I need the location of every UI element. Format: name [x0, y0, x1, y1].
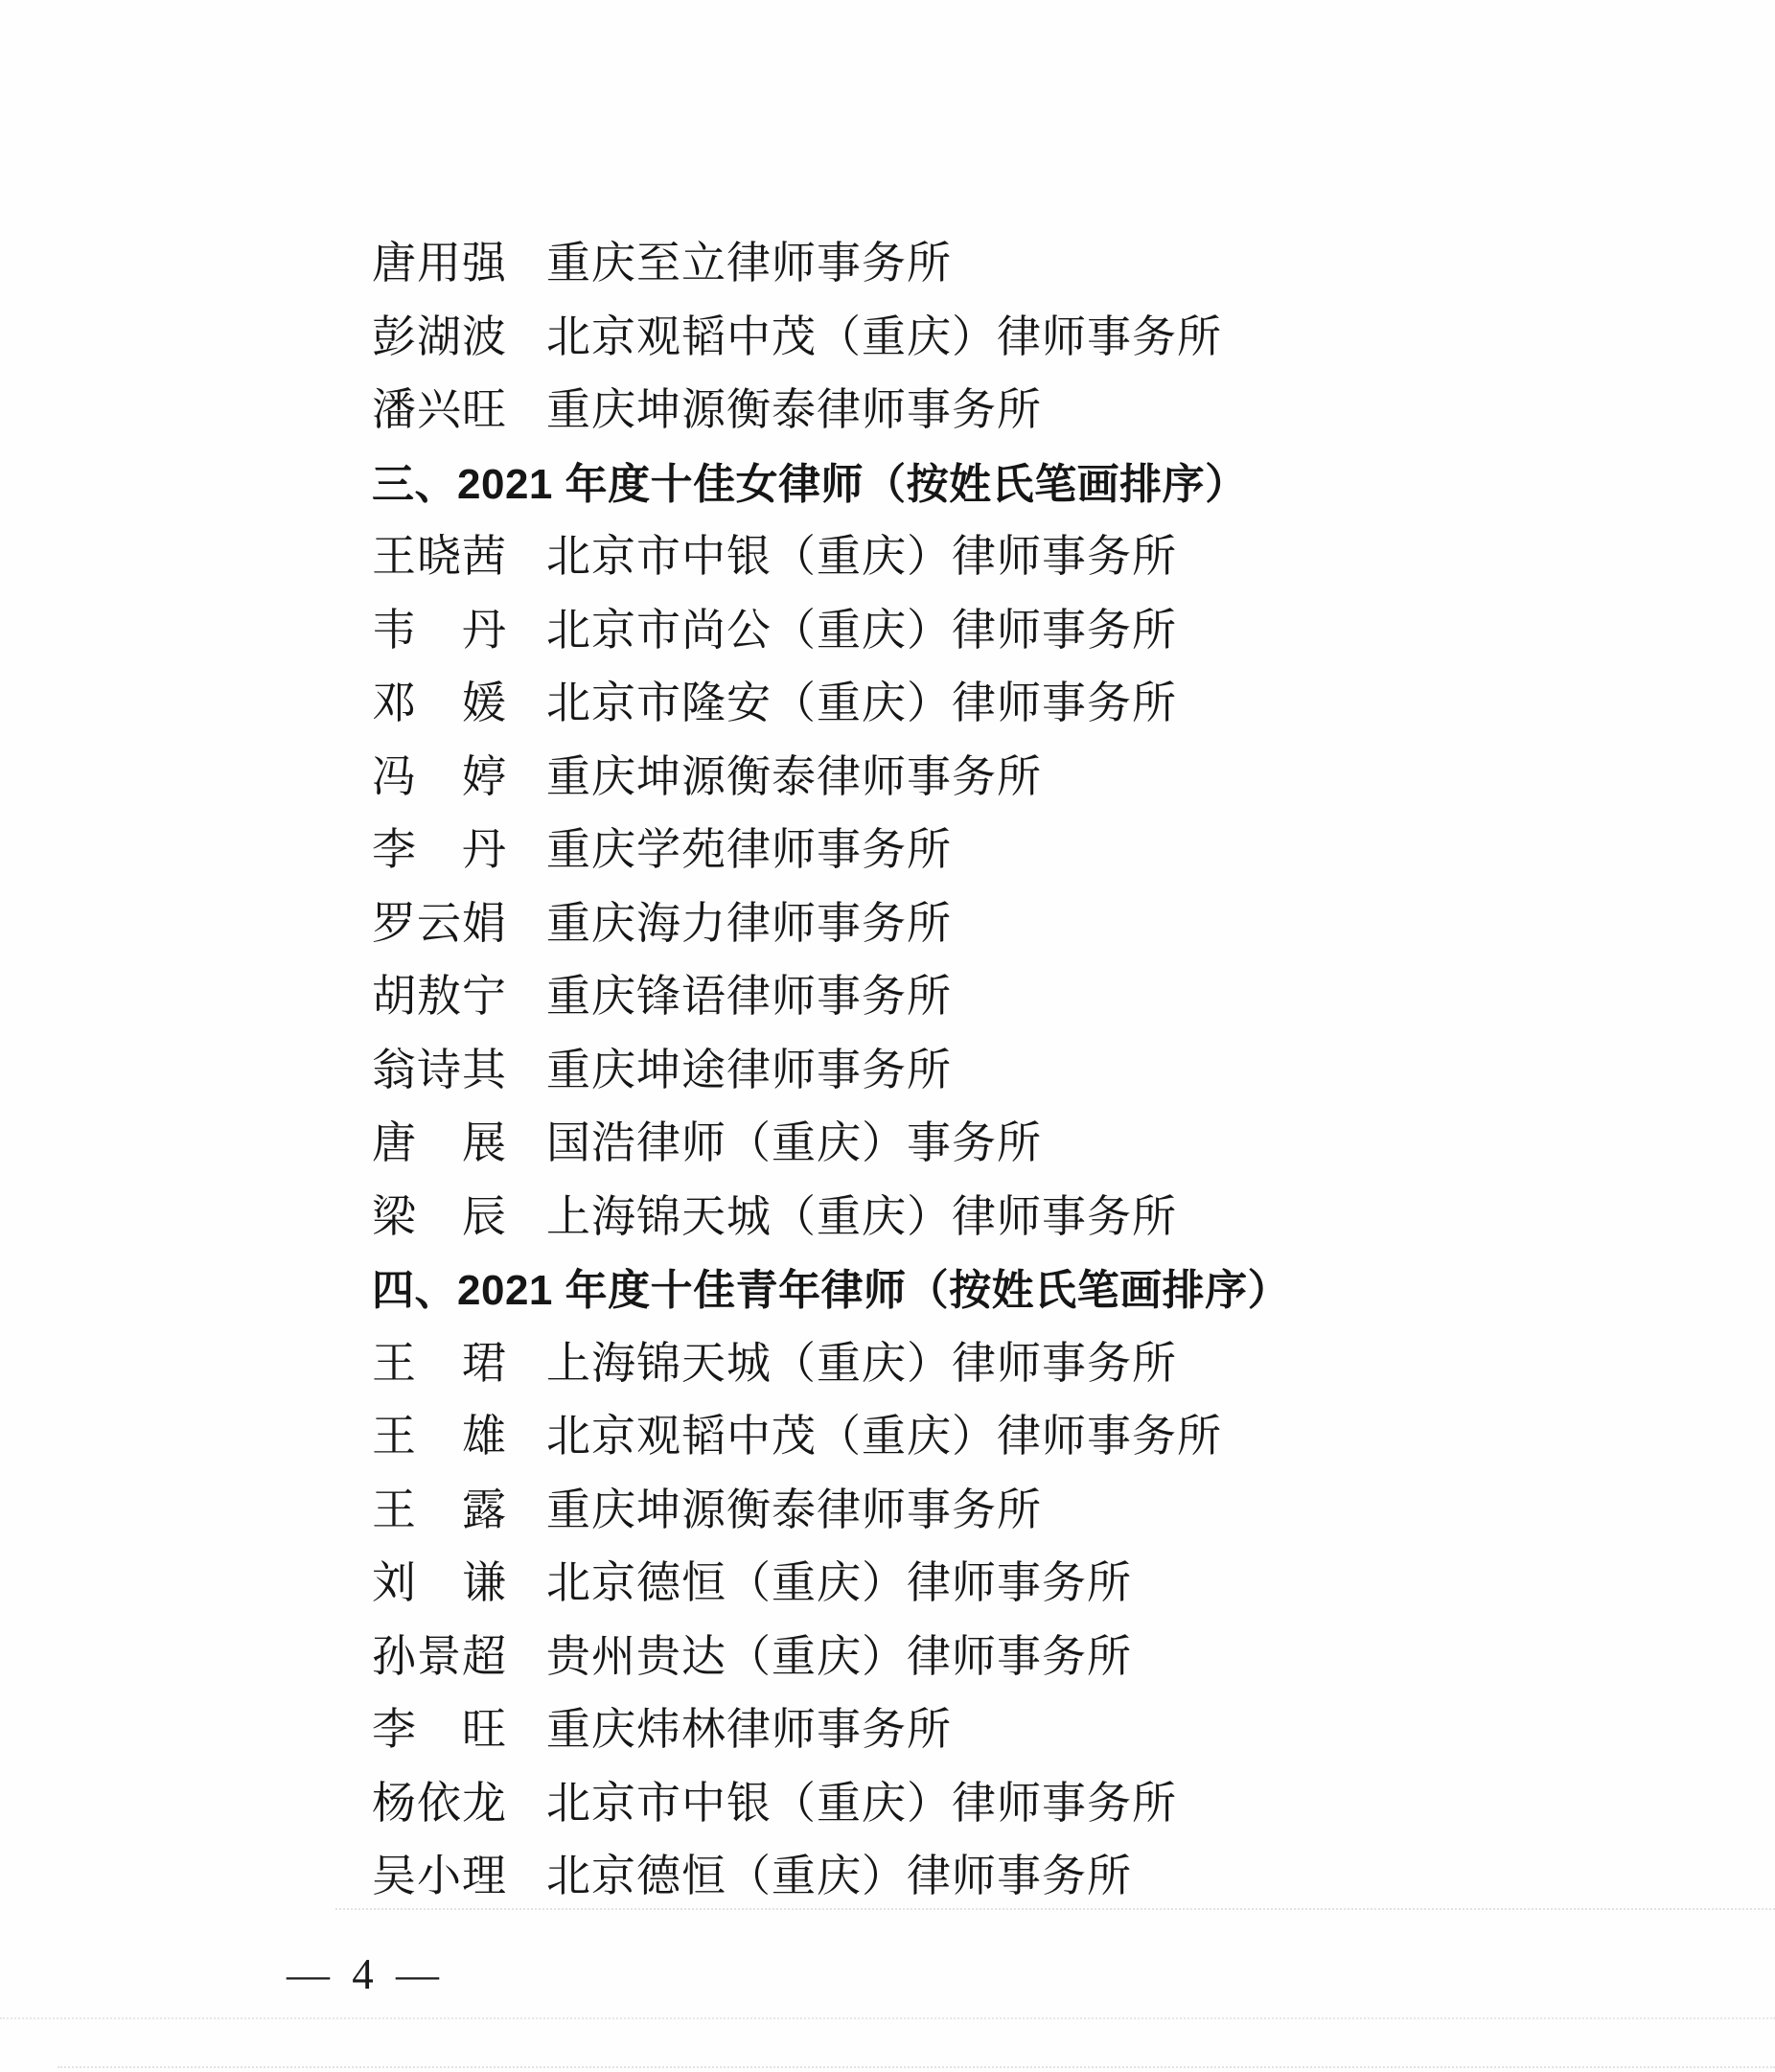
law-firm-name: 重庆锋语律师事务所: [546, 972, 952, 1022]
lawyer-entry-row: [372, 956, 1637, 1030]
law-firm-name: 北京德恒（重庆）律师事务所: [546, 1852, 1132, 1901]
lawyer-entry-row: [372, 1470, 1637, 1544]
lawyer-name: 罗云娟: [372, 898, 507, 948]
law-firm-name: 重庆海力律师事务所: [546, 898, 952, 948]
law-firm-name: 重庆学苑律师事务所: [546, 825, 952, 875]
lawyer-name: 王晓茜: [372, 532, 507, 582]
lawyer-entry-row: [372, 1103, 1637, 1177]
lawyer-entry-row: [372, 737, 1637, 811]
lawyer-entry-row: [372, 884, 1637, 957]
lawyer-entry-row: [372, 1543, 1637, 1617]
lawyer-name: 李 旺: [372, 1705, 507, 1755]
lawyer-name: 刘 谦: [372, 1558, 507, 1608]
lawyer-entry-row: [372, 1690, 1637, 1763]
law-firm-name: 北京市中银（重庆）律师事务所: [546, 1778, 1177, 1828]
lawyer-name: 李 丹: [372, 825, 507, 875]
lawyer-name: 唐 展: [372, 1118, 507, 1168]
scan-artifact-line: [0, 2017, 1775, 2019]
law-firm-name: 重庆坤源衡泰律师事务所: [546, 1485, 1042, 1534]
lawyer-entry-row: [372, 1836, 1637, 1910]
lawyer-name: 胡敖宁: [372, 972, 507, 1022]
page-number-footer: — 4 —: [287, 1950, 445, 1998]
law-firm-name: 北京市隆安（重庆）律师事务所: [546, 679, 1177, 728]
law-firm-name: 重庆炜林律师事务所: [546, 1705, 952, 1755]
lawyer-name: 潘兴旺: [372, 385, 507, 435]
lawyer-entry-row: [372, 663, 1637, 737]
lawyer-name: 彭湖波: [372, 311, 507, 361]
lawyer-name: 韦 丹: [372, 605, 507, 655]
lawyer-entry-row: [372, 1030, 1637, 1104]
law-firm-name: 重庆坤途律师事务所: [546, 1045, 952, 1094]
law-firm-name: 国浩律师（重庆）事务所: [546, 1118, 1042, 1168]
law-firm-name: 北京观韬中茂（重庆）律师事务所: [546, 1412, 1222, 1462]
lawyer-entry-row: [372, 297, 1637, 371]
law-firm-name: 北京市中银（重庆）律师事务所: [546, 532, 1177, 582]
lawyer-entry-row: [372, 370, 1637, 444]
law-firm-name: 重庆坤源衡泰律师事务所: [546, 385, 1042, 435]
law-firm-name: 上海锦天城（重庆）律师事务所: [546, 1338, 1177, 1388]
law-firm-name: 贵州贵达（重庆）律师事务所: [546, 1631, 1132, 1681]
lawyer-name: 吴小理: [372, 1852, 507, 1901]
lawyer-entry-row: [372, 1177, 1637, 1251]
lawyer-entry-row: [372, 517, 1637, 590]
lawyer-entry-row: [372, 1324, 1637, 1397]
law-firm-name: 上海锦天城（重庆）律师事务所: [546, 1191, 1177, 1241]
lawyer-name: 唐用强: [372, 239, 507, 288]
lawyer-name: 王 露: [372, 1485, 507, 1534]
law-firm-name: 北京市尚公（重庆）律师事务所: [546, 605, 1177, 655]
law-firm-name: 重庆至立律师事务所: [546, 239, 952, 288]
lawyer-entry-row: [372, 1763, 1637, 1837]
lawyer-entry-row: [372, 223, 1637, 297]
law-firm-name: 重庆坤源衡泰律师事务所: [546, 751, 1042, 801]
lawyer-name: 翁诗其: [372, 1045, 507, 1094]
lawyer-entry-row: [372, 810, 1637, 884]
lawyer-name: 邓 媛: [372, 679, 507, 728]
lawyer-entry-row: [372, 1617, 1637, 1691]
lawyer-name: 孙景超: [372, 1631, 507, 1681]
lawyer-name: 杨依龙: [372, 1778, 507, 1828]
section-heading: 三、2021 年度十佳女律师（按姓氏笔画排序）: [372, 460, 1248, 508]
section-heading: 四、2021 年度十佳青年律师（按姓氏笔画排序）: [372, 1267, 1291, 1315]
lawyer-name: 王 雄: [372, 1412, 507, 1462]
law-firm-name: 北京观韬中茂（重庆）律师事务所: [546, 311, 1222, 361]
lawyer-name: 王 珺: [372, 1338, 507, 1388]
scan-artifact-line: [58, 2066, 1775, 2068]
lawyer-name: 冯 婷: [372, 751, 507, 801]
law-firm-name: 北京德恒（重庆）律师事务所: [546, 1558, 1132, 1608]
lawyer-entry-row: [372, 590, 1637, 664]
lawyer-name: 梁 辰: [372, 1191, 507, 1241]
lawyer-list: [372, 223, 1637, 1910]
lawyer-entry-row: [372, 1396, 1637, 1470]
